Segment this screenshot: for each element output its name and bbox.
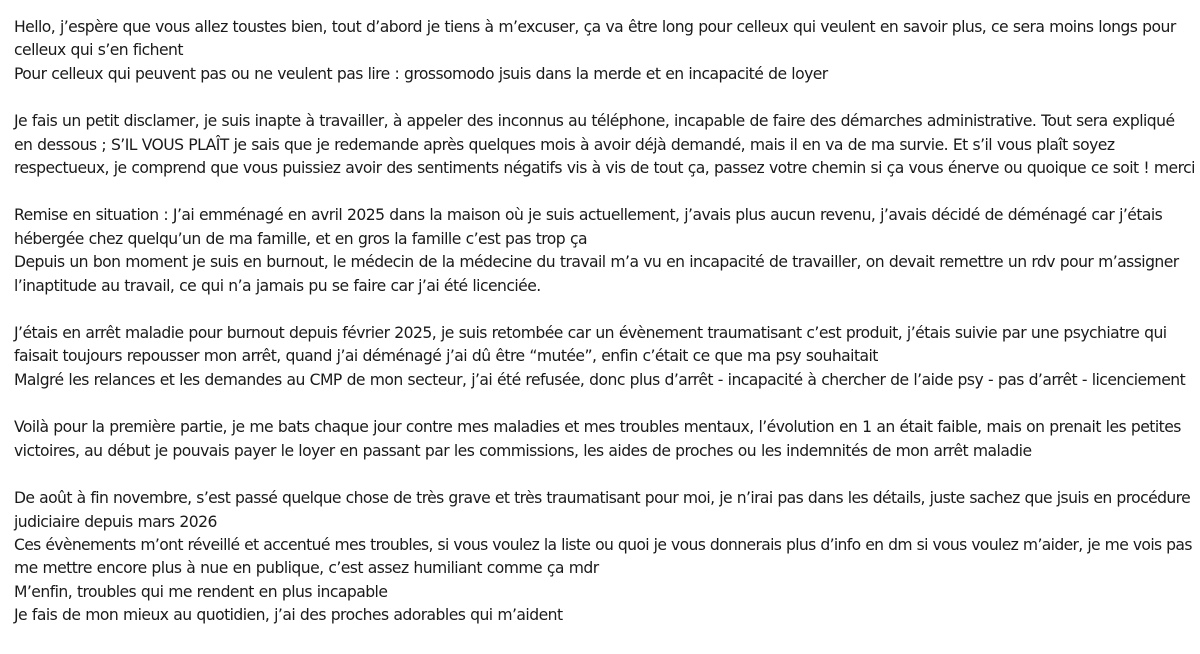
- text-line: J’étais en arrêt maladie pour burnout depuis février 2025, je suis retombée car un évènement traumatisant c’est produit, j’étais suivie par une psychiatre qui: [14, 324, 1167, 343]
- text-line: Remise en situation : J’ai emménagé en avril 2025 dans la maison où je suis actuellement, j’avais plus aucun revenu, j’avais décidé de déménagé car j’étais: [14, 206, 1163, 225]
- text-line: l’inaptitude au travail, ce qui n’a jamais pu se faire car j’ai été licenciée.: [14, 276, 541, 295]
- text-line: Ces évènements m’ont réveillé et accentué mes troubles, si vous voulez la liste ou quoi je vous donnerais plus d’info en dm si vous voulez m’aider, je me vois pas: [14, 535, 1192, 554]
- text-line: me mettre encore plus à nue en publique, c’est assez humiliant comme ça mdr: [14, 559, 599, 578]
- text-line: respectueux, je comprend que vous puissiez avoir des sentiments négatifs vis à vis de tout ça, passez votre chemin si ça vous énerve ou quoique ce soit ! merci: [14, 159, 1195, 178]
- text-line: Depuis un bon moment je suis en burnout, le médecin de la médecine du travail m’a vu en incapacité de travailler, on devait remettre un rdv pour m’assigner: [14, 253, 1179, 272]
- text-line: De août à fin novembre, s’est passé quelque chose de très grave et très traumatisant pour moi, je n’irai pas dans les détails, juste sachez que jsuis en procédure: [14, 489, 1191, 508]
- text-line: Je fais de mon mieux au quotidien, j’ai des proches adorables qui m’aident: [14, 606, 563, 625]
- text-line: Malgré les relances et les demandes au CMP de mon secteur, j’ai été refusée, donc plus d’arrêt - incapacité à chercher de l’aide psy - pas d’arrêt - licenciement: [14, 370, 1186, 389]
- paragraph-first-part: [14, 416, 1196, 463]
- text-line: judiciaire depuis mars 2026: [14, 512, 217, 531]
- text-line: faisait toujours repousser mon arrêt, quand j’ai déménagé j’ai dû être “mutée”, enfin c’était ce que ma psy souhaitait: [14, 347, 878, 366]
- text-line: Hello, j’espère que vous allez toustes bien, tout d’abord je tiens à m’excuser, ça va être long pour celleux qui veulent en savoir plus, ce sera moins longs pour: [14, 18, 1176, 36]
- text-line: hébergée chez quelqu’un de ma famille, et en gros la famille c’est pas trop ça: [14, 229, 587, 248]
- paragraph-situation: [14, 204, 1196, 298]
- paragraph-events: [14, 487, 1196, 627]
- text-line: en dessous ; S’IL VOUS PLAÎT je sais que je redemande après quelques mois à avoir déjà demandé, mais il en va de ma survie. Et s’il vous plaît soyez: [14, 135, 1115, 154]
- paragraph-greeting: [14, 16, 1196, 86]
- text-line: Je fais un petit disclamer, je suis inapte à travailler, à appeler des inconnus au téléphone, incapable de faire des démarches administrative. Tout sera expliqué: [14, 112, 1175, 131]
- text-line: celleux qui s’en fichent: [14, 41, 183, 60]
- text-line: Pour celleux qui peuvent pas ou ne veulent pas lire : grossomodo jsuis dans la merde et en incapacité de loyer: [14, 64, 828, 83]
- paragraph-disclaimer: [14, 110, 1196, 180]
- text-line: M’enfin, troubles qui me rendent en plus incapable: [14, 582, 388, 601]
- text-line: victoires, au début je pouvais payer le loyer en passant par les commissions, les aides de proches ou les indemnités de mon arrêt maladie: [14, 441, 1032, 460]
- paragraph-sick-leave: [14, 322, 1196, 392]
- text-line: Voilà pour la première partie, je me bats chaque jour contre mes maladies et mes troubles mentaux, l’évolution en 1 an était faible, mais on prenait les petites: [14, 418, 1181, 437]
